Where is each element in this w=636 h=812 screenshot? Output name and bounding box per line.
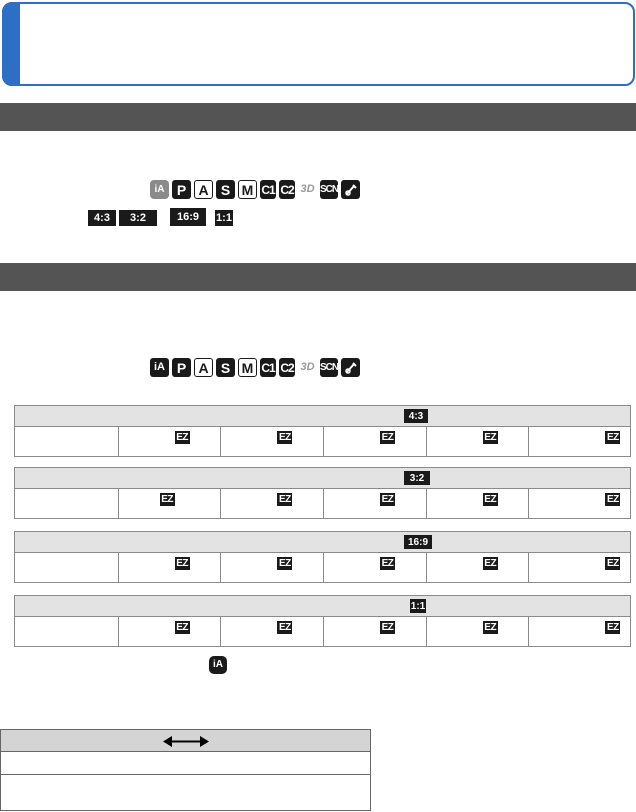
- table-16-9-header: [14, 531, 631, 553]
- shutter-priority-mode-icon: S: [216, 180, 235, 199]
- table-cell: [529, 489, 630, 518]
- bottom-table-header: [0, 729, 371, 752]
- manual-mode-icon: M: [238, 358, 257, 377]
- ez-zoom-icon: EZ: [176, 622, 189, 633]
- ez-zoom-icon: EZ: [606, 494, 619, 505]
- table-cell: [427, 617, 530, 646]
- ez-zoom-icon: EZ: [381, 622, 394, 633]
- mode-icons-row-2: [150, 358, 360, 377]
- custom1-mode-icon: C1: [260, 358, 276, 377]
- aspect-4-3-badge: 4:3: [404, 409, 428, 423]
- section-bar-1: [0, 103, 636, 131]
- ez-zoom-icon: EZ: [606, 558, 619, 569]
- ez-zoom-icon: EZ: [606, 622, 619, 633]
- ez-zoom-icon: EZ: [484, 432, 497, 443]
- table-row: [14, 617, 631, 647]
- intelligent-auto-mode-icon: iA: [150, 358, 169, 377]
- aspect-1-1-badge: 1:1: [410, 600, 426, 612]
- section-bar-2: [0, 263, 636, 291]
- table-row: [14, 427, 631, 457]
- table-cell: [427, 553, 530, 582]
- ez-zoom-icon: EZ: [381, 432, 394, 443]
- intelligent-auto-mode-icon: iA: [209, 656, 227, 674]
- custom2-mode-icon: C2: [279, 180, 295, 199]
- table-cell: [324, 427, 427, 456]
- ez-zoom-icon: EZ: [278, 494, 291, 505]
- table-cell: [119, 427, 222, 456]
- aperture-priority-mode-icon: A: [194, 180, 213, 199]
- bottom-table-row: [0, 752, 371, 775]
- 3d-mode-icon: 3D: [300, 183, 315, 195]
- creative-control-brush-icon: [341, 180, 360, 199]
- table-cell: [529, 553, 630, 582]
- table-cell: [529, 617, 630, 646]
- note-ia-icon-wrap: [209, 654, 227, 674]
- table-cell: [221, 617, 324, 646]
- aspect-1-1-badge: 1:1: [216, 212, 232, 224]
- aperture-priority-mode-icon: A: [194, 358, 213, 377]
- table-row: [14, 553, 631, 583]
- table-cell: [221, 489, 324, 518]
- aspect-16-9-badge: 16:9: [404, 535, 432, 549]
- 3d-mode-icon: 3D: [300, 361, 315, 373]
- aspect-16-9-badge: 16:9: [170, 208, 206, 226]
- custom1-mode-icon: C1: [260, 180, 276, 199]
- table-cell: [15, 489, 119, 518]
- table-cell: [529, 427, 630, 456]
- table-cell: [119, 617, 222, 646]
- table-4-3-header: [14, 405, 631, 427]
- shutter-priority-mode-icon: S: [216, 358, 235, 377]
- intelligent-auto-mode-icon: iA: [150, 180, 169, 199]
- ez-zoom-icon: EZ: [381, 558, 394, 569]
- table-row: [14, 489, 631, 519]
- header-accent-tab: [2, 2, 20, 86]
- mode-icons-row-1: [150, 180, 360, 199]
- table-cell: [15, 553, 119, 582]
- table-cell: [427, 489, 530, 518]
- ez-zoom-icon: EZ: [176, 432, 189, 443]
- scene-mode-icon: SCN: [320, 180, 338, 199]
- program-mode-icon: P: [172, 180, 191, 199]
- manual-mode-icon: M: [238, 180, 257, 199]
- aspect-3-2-badge: 3:2: [404, 471, 430, 485]
- aspect-3-2-badge: 3:2: [119, 210, 157, 226]
- table-cell: [15, 617, 119, 646]
- program-mode-icon: P: [172, 358, 191, 377]
- ez-zoom-icon: EZ: [161, 494, 174, 505]
- ez-zoom-icon: EZ: [176, 558, 189, 569]
- table-1-1-header: [14, 595, 631, 617]
- header-box: [2, 2, 635, 86]
- table-cell: [324, 553, 427, 582]
- left-right-arrow-icon: [163, 735, 209, 748]
- table-cell: [324, 617, 427, 646]
- table-cell: [221, 427, 324, 456]
- ez-zoom-icon: EZ: [484, 558, 497, 569]
- custom2-mode-icon: C2: [279, 358, 295, 377]
- ez-zoom-icon: EZ: [278, 558, 291, 569]
- table-cell: [15, 427, 119, 456]
- bottom-table-row: [0, 775, 371, 811]
- table-cell: [119, 489, 222, 518]
- table-cell: [324, 489, 427, 518]
- table-cell: [221, 553, 324, 582]
- ez-zoom-icon: EZ: [381, 494, 394, 505]
- ez-zoom-icon: EZ: [484, 494, 497, 505]
- table-3-2-header: [14, 467, 631, 489]
- ez-zoom-icon: EZ: [606, 432, 619, 443]
- creative-control-brush-icon: [341, 358, 360, 377]
- ez-zoom-icon: EZ: [278, 432, 291, 443]
- ez-zoom-icon: EZ: [484, 622, 497, 633]
- ez-zoom-icon: EZ: [278, 622, 291, 633]
- table-cell: [427, 427, 530, 456]
- aspect-4-3-badge: 4:3: [88, 210, 116, 226]
- scene-mode-icon: SCN: [320, 358, 338, 377]
- table-cell: [119, 553, 222, 582]
